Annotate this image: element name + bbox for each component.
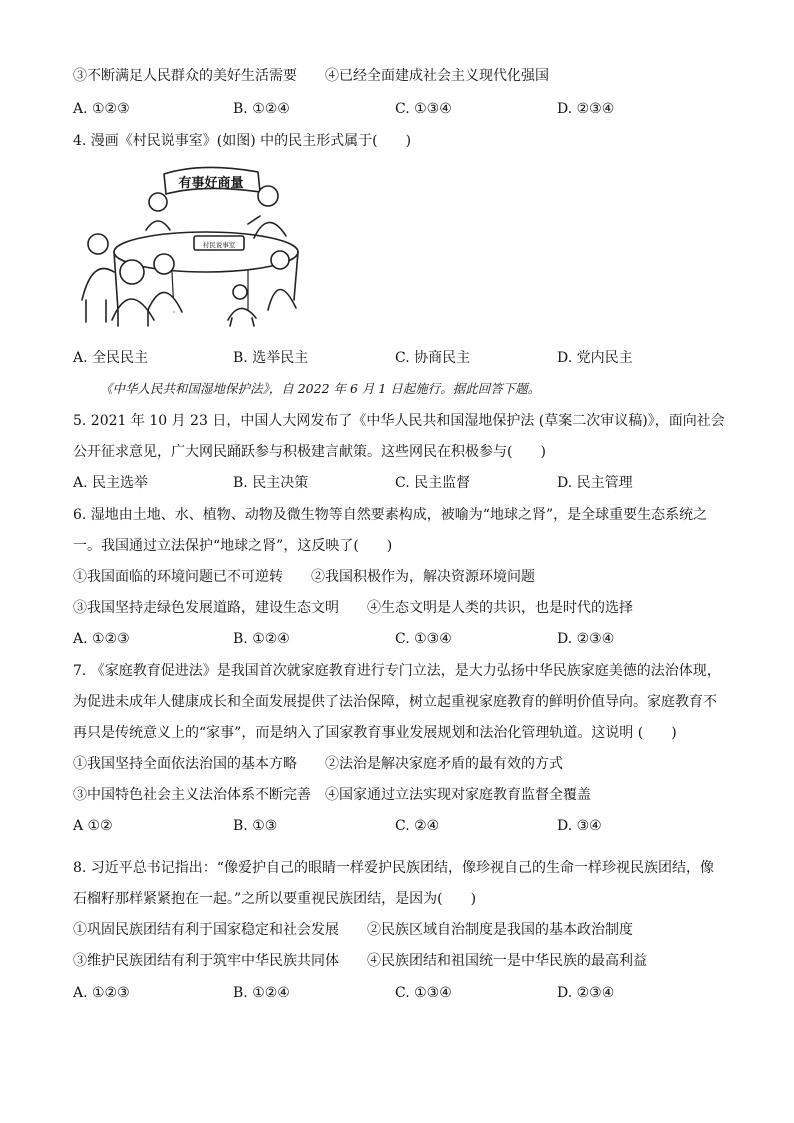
q7-statements-3-4: ③中国特色社会主义法治体系不断完善 ④国家通过立法实现对家庭教育监督全覆盖 [73,787,591,803]
q8-statements-3-4: ③维护民族团结有利于筑牢中华民族共同体 ④民族团结和祖国统一是中华民族的最高利益 [73,953,647,969]
q8-option-d: D. ②③④ [557,985,615,1001]
q7-stem-line-1: 7. 《家庭教育促进法》是我国首次就家庭教育进行专门立法，是大力弘扬中华民族家庭美德的法治体现， [73,663,721,679]
q3-option-c: C. ①③④ [395,101,452,117]
q5-option-b: B. 民主决策 [233,475,309,491]
q3-option-d: D. ②③④ [557,101,615,117]
q5-option-d: D. 民主管理 [557,475,633,491]
q5-stem-line-1: 5. 2021 年 10 月 23 日，中国人大网发布了《中华人民共和国湿地保护法 (草案二次审议稿)》，面向社会 [73,413,725,429]
q5-stem-line-2: 公开征求意见，广大网民踊跃参与积极建言献策。这些网民在积极参与( ) [73,444,546,460]
q6-option-c: C. ①③④ [395,631,452,647]
q6-option-a: A. ①②③ [73,631,130,647]
q3-statements-3-4: ③不断满足人民群众的美好生活需要 ④已经全面建成社会主义现代化强国 [73,68,549,84]
q6-statements-1-2: ①我国面临的环境问题已不可逆转 ②我国积极作为，解决资源环境问题 [73,569,535,585]
q7-stem-line-2: 为促进未成年人健康成长和全面发展提供了法治保障，树立起重视家庭教育的鲜明价值导向。家庭教育不 [73,694,717,710]
q6-option-b: B. ①②④ [233,631,290,647]
q7-stem-line-3: 再只是传统意义上的“家事”，而是纳入了国家教育事业发展规划和法治化管理轨道。这说明 ( ) [73,725,677,741]
village-talk-cartoon [72,160,304,330]
q4-stem: 4. 漫画《村民说事室》(如图) 中的民主形式属于( ) [73,133,412,149]
wetland-law-intro: 《中华人民共和国湿地保护法》，自 2022 年 6 月 1 日起施行。据此回答下题。 [100,381,541,396]
q7-option-b: B. ①③ [233,818,278,834]
q6-statements-3-4: ③我国坚持走绿色发展道路，建设生态文明 ④生态文明是人类的共识，也是时代的选择 [73,600,633,616]
q7-option-c: C. ②④ [395,818,440,834]
cartoon-sign: 村民说事室 [202,241,236,249]
q8-stem-line-1: 8. 习近平总书记指出：“像爱护自己的眼睛一样爱护民族团结，像珍视自己的生命一样珍视民族团结，像 [73,860,714,876]
q8-option-a: A. ①②③ [73,985,130,1001]
q7-option-a: A ①② [73,818,113,834]
q4-option-d: D. 党内民主 [557,350,633,366]
q8-option-c: C. ①③④ [395,985,452,1001]
q4-option-c: C. 协商民主 [395,350,471,366]
q8-statements-1-2: ①巩固民族团结有利于国家稳定和社会发展 ②民族区域自治制度是我国的基本政治制度 [73,922,633,938]
q8-option-b: B. ①②④ [233,985,290,1001]
q4-option-a: A. 全民民主 [73,350,149,366]
q3-option-a: A. ①②③ [73,101,130,117]
q6-stem-line-1: 6. 湿地由土地、水、植物、动物及微生物等自然要素构成，被喻为“地球之肾”，是全球重要生态系统之 [73,507,708,523]
q3-option-b: B. ①②④ [233,101,290,117]
q4-option-b: B. 选举民主 [233,350,309,366]
q8-stem-line-2: 石榴籽那样紧紧抱在一起。”之所以要重视民族团结，是因为( ) [73,891,477,907]
q5-option-a: A. 民主选举 [73,475,149,491]
cartoon-caption: 有事好商量 [178,176,244,191]
q7-option-d: D. ③④ [557,818,602,834]
q6-option-d: D. ②③④ [557,631,615,647]
q5-option-c: C. 民主监督 [395,475,471,491]
q7-statements-1-2: ①我国坚持全面依法治国的基本方略 ②法治是解决家庭矛盾的最有效的方式 [73,756,563,772]
q6-stem-line-2: 一。我国通过立法保护“地球之肾”，这反映了( ) [73,538,393,554]
